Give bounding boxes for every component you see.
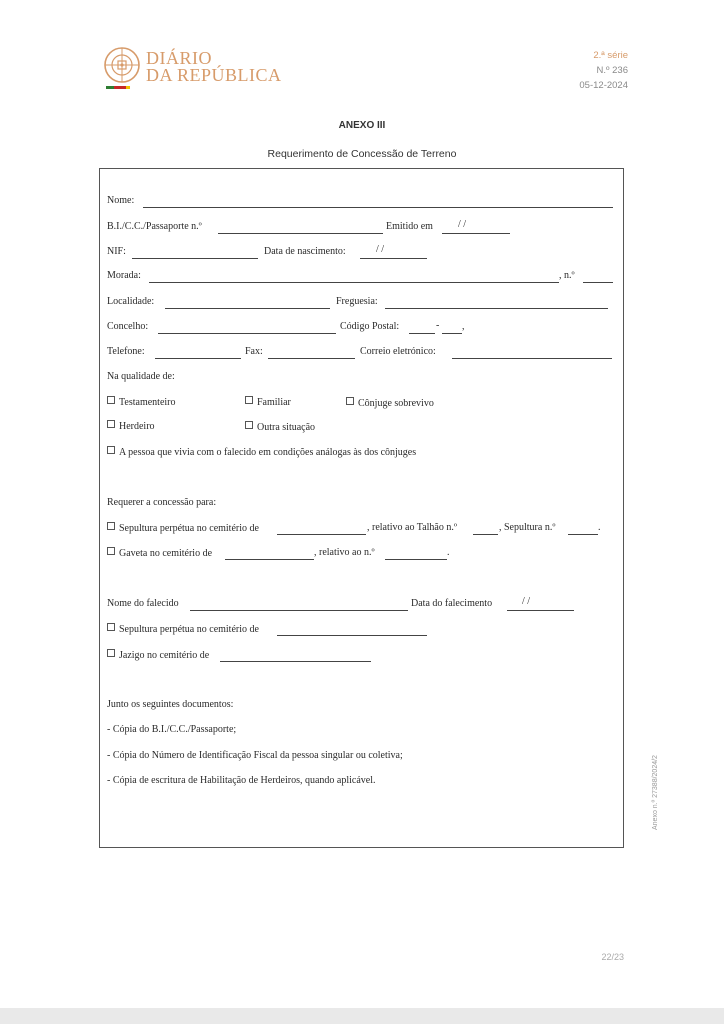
republic-emblem-icon	[103, 46, 141, 89]
nascimento-date-field[interactable]	[360, 258, 427, 259]
cemiterio-gaveta-field[interactable]	[225, 559, 314, 560]
label-nome: Nome:	[107, 195, 135, 206]
bi-field[interactable]	[218, 233, 383, 234]
page-number: 22/23	[601, 952, 624, 962]
label-bi: B.I./C.C./Passaporte n.º	[107, 221, 202, 232]
checkbox-jazigo[interactable]	[107, 649, 115, 657]
sepultura-perpetua-label: Sepultura perpétua no cemitério de	[119, 523, 259, 534]
checkbox-herdeiro[interactable]	[107, 420, 115, 428]
option-testamenteiro[interactable]	[107, 396, 176, 408]
gaveta-label: Gaveta no cemitério de	[119, 548, 213, 559]
label-codigo-postal: Código Postal:	[340, 321, 400, 332]
checkbox-testamenteiro[interactable]	[107, 396, 115, 404]
option-outra-label: Outra situação	[257, 422, 316, 433]
emitido-date-field[interactable]	[442, 233, 510, 234]
data-falecimento-field[interactable]	[507, 610, 574, 611]
issue-number: N.º 236	[596, 65, 628, 76]
cemiterio-jazigo-field[interactable]	[220, 661, 371, 662]
checkbox-conjuge[interactable]	[346, 397, 354, 405]
option-herdeiro[interactable]	[107, 420, 155, 432]
option-testamenteiro-label: Testamenteiro	[119, 397, 176, 408]
option-sepultura-perpetua-2[interactable]	[107, 623, 259, 635]
localidade-field[interactable]	[165, 308, 330, 309]
label-morada: Morada:	[107, 270, 141, 281]
sepultura-numero-field[interactable]	[568, 534, 598, 535]
label-freguesia: Freguesia:	[336, 296, 378, 307]
cemiterio-sepultura-field[interactable]	[277, 534, 366, 535]
label-data-falecimento: Data do falecimento	[411, 598, 493, 609]
option-herdeiro-label: Herdeiro	[119, 421, 155, 432]
freguesia-field[interactable]	[385, 308, 608, 309]
telefone-field[interactable]	[155, 358, 241, 359]
morada-numero-field[interactable]	[583, 282, 613, 283]
checkbox-sepultura-perpetua[interactable]	[107, 522, 115, 530]
label-telefone: Telefone:	[107, 346, 145, 357]
emitido-slashes: / /	[458, 219, 467, 230]
form-frame	[99, 168, 624, 848]
fax-field[interactable]	[268, 358, 355, 359]
logo-line-1: DIÁRIO	[146, 48, 212, 68]
label-requerer: Requerer a concessão para:	[107, 497, 217, 508]
label-documentos: Junto os seguintes documentos:	[107, 699, 234, 710]
document-item-3: - Cópia de escritura de Habilitação de Herdeiros, quando aplicável.	[107, 775, 376, 786]
cemiterio-sepultura-2-field[interactable]	[277, 635, 427, 636]
label-relativo-numero: , relativo ao n.º	[314, 547, 375, 558]
talhao-field[interactable]	[473, 534, 498, 535]
label-talhao: , relativo ao Talhão n.º	[367, 522, 457, 533]
label-fax: Fax:	[245, 346, 263, 357]
label-nascimento: Data de nascimento:	[264, 246, 346, 257]
annex-heading: ANEXO III	[338, 120, 386, 131]
option-familiar[interactable]	[245, 396, 291, 408]
option-conjuge-label: Cônjuge sobrevivo	[358, 398, 434, 409]
period-2: .	[447, 547, 450, 558]
period-1: .	[598, 522, 601, 533]
concelho-field[interactable]	[158, 333, 336, 334]
option-outra[interactable]	[245, 421, 315, 433]
form-title: Requerimento de Concessão de Terreno	[267, 148, 457, 160]
option-uniao-label: A pessoa que vivia com o falecido em condições análogas às dos cônjuges	[119, 447, 417, 458]
logo-line-2: DA REPÚBLICA	[146, 65, 282, 85]
option-familiar-label: Familiar	[257, 397, 291, 408]
sepultura-perpetua-2-label: Sepultura perpétua no cemitério de	[119, 624, 259, 635]
label-concelho: Concelho:	[107, 321, 149, 332]
codigo-postal-field-1[interactable]	[409, 333, 435, 334]
flag-stripe	[106, 86, 130, 89]
cp-dash: -	[436, 320, 440, 331]
series-label: 2.ª série	[593, 50, 628, 61]
falecimento-slashes: / /	[522, 596, 531, 607]
cp-comma: ,	[462, 321, 465, 332]
document-item-2: - Cópia do Número de Identificação Fiscal da pessoa singular ou coletiva;	[107, 750, 403, 761]
email-field[interactable]	[452, 358, 612, 359]
annex-reference: Anexo n.º 27388/2024/2	[652, 755, 659, 830]
checkbox-gaveta[interactable]	[107, 547, 115, 555]
checkbox-familiar[interactable]	[245, 396, 253, 404]
label-email: Correio eletrónico:	[360, 346, 436, 357]
nascimento-slashes: / /	[376, 244, 385, 255]
option-uniao[interactable]	[107, 446, 416, 458]
nif-field[interactable]	[132, 258, 258, 259]
checkbox-uniao[interactable]	[107, 446, 115, 454]
nome-field[interactable]	[143, 207, 613, 208]
issue-date: 05-12-2024	[579, 80, 628, 91]
logo-wordmark	[146, 50, 282, 84]
codigo-postal-field-2[interactable]	[442, 333, 462, 334]
label-qualidade: Na qualidade de:	[107, 371, 175, 382]
document-item-1: - Cópia do B.I./C.C./Passaporte;	[107, 724, 237, 735]
label-nome-falecido: Nome do falecido	[107, 598, 179, 609]
label-sepultura-numero: , Sepultura n.º	[499, 522, 556, 533]
issue-info	[579, 48, 628, 93]
label-localidade: Localidade:	[107, 296, 155, 307]
option-conjuge[interactable]	[346, 397, 434, 409]
label-morada-numero: , n.º	[559, 270, 575, 281]
gaveta-numero-field[interactable]	[385, 559, 447, 560]
morada-field[interactable]	[149, 282, 559, 283]
option-gaveta[interactable]	[107, 547, 212, 559]
label-emitido: Emitido em	[386, 221, 433, 232]
label-nif: NIF:	[107, 246, 126, 257]
bottom-strip	[0, 1008, 724, 1024]
jazigo-label: Jazigo no cemitério de	[119, 650, 210, 661]
nome-falecido-field[interactable]	[190, 610, 408, 611]
checkbox-sepultura-perpetua-2[interactable]	[107, 623, 115, 631]
checkbox-outra[interactable]	[245, 421, 253, 429]
option-jazigo[interactable]	[107, 649, 209, 661]
option-sepultura-perpetua[interactable]	[107, 522, 259, 534]
